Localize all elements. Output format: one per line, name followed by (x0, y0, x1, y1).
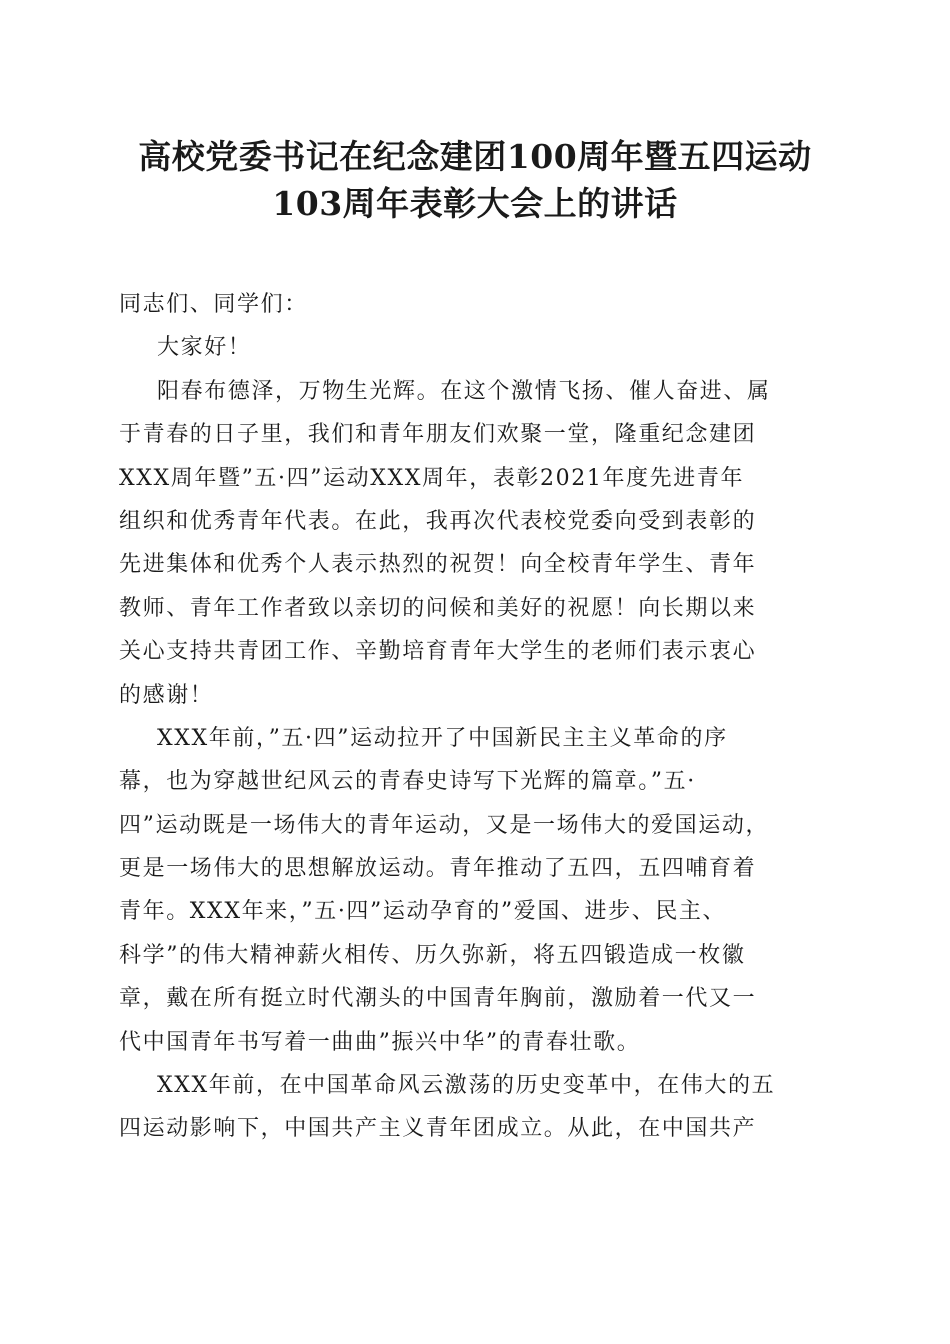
body-line: 章，戴在所有挺立时代潮头的中国青年胸前，激励着一代又一 (119, 986, 757, 1012)
title-line-1: 高校党委书记在纪念建团100周年暨五四运动 (138, 137, 812, 176)
body-line: 教师、青年工作者致以亲切的问候和美好的祝愿！向长期以来 (119, 595, 757, 621)
body-line: 科学”的伟大精神薪火相传、历久弥新，将五四锻造成一枚徽 (119, 942, 746, 968)
body-line: 先进集体和优秀个人表示热烈的祝贺！向全校青年学生、青年 (119, 552, 757, 578)
body-line: 四运动影响下，中国共产主义青年团成立。从此，在中国共产 (119, 1116, 757, 1142)
body-line: 幕，也为穿越世纪风云的青春史诗写下光辉的篇章。”五· (119, 769, 696, 795)
body-line: 四”运动既是一场伟大的青年运动，又是一场伟大的爱国运动， (119, 812, 770, 838)
body-line: 同志们、同学们： (119, 292, 308, 317)
body-line: 青年。XXX年来，”五·四”运动孕育的”爱国、进步、民主、 (119, 899, 727, 925)
body-line: 组织和优秀青年代表。在此，我再次代表校党委向受到表彰的 (119, 508, 757, 534)
title-line-2: 103周年表彰大会上的讲话 (272, 184, 678, 223)
body-line: 大家好！ (157, 335, 252, 361)
body-line: XXX周年暨”五·四”运动XXX周年，表彰2021年度先进青年 (119, 465, 745, 491)
body-line: XXX年前，”五·四”运动拉开了中国新民主主义革命的序 (157, 725, 728, 751)
body-line: 更是一场伟大的思想解放运动。青年推动了五四，五四哺育着 (119, 856, 757, 882)
document-title (100, 133, 850, 227)
body-line: 于青春的日子里，我们和青年朋友们欢聚一堂，隆重纪念建团 (119, 422, 757, 448)
body-line: XXX年前，在中国革命风云激荡的历史变革中，在伟大的五 (157, 1073, 776, 1099)
body-line: 阳春布德泽，万物生光辉。在这个激情飞扬、催人奋进、属 (157, 378, 771, 404)
document-body (119, 283, 839, 1151)
body-line: 代中国青年书写着一曲曲”振兴中华”的青春壮歌。 (119, 1029, 641, 1055)
body-line: 关心支持共青团工作、辛勤培育青年大学生的老师们表示衷心 (119, 639, 757, 665)
body-line: 的感谢！ (119, 682, 214, 708)
